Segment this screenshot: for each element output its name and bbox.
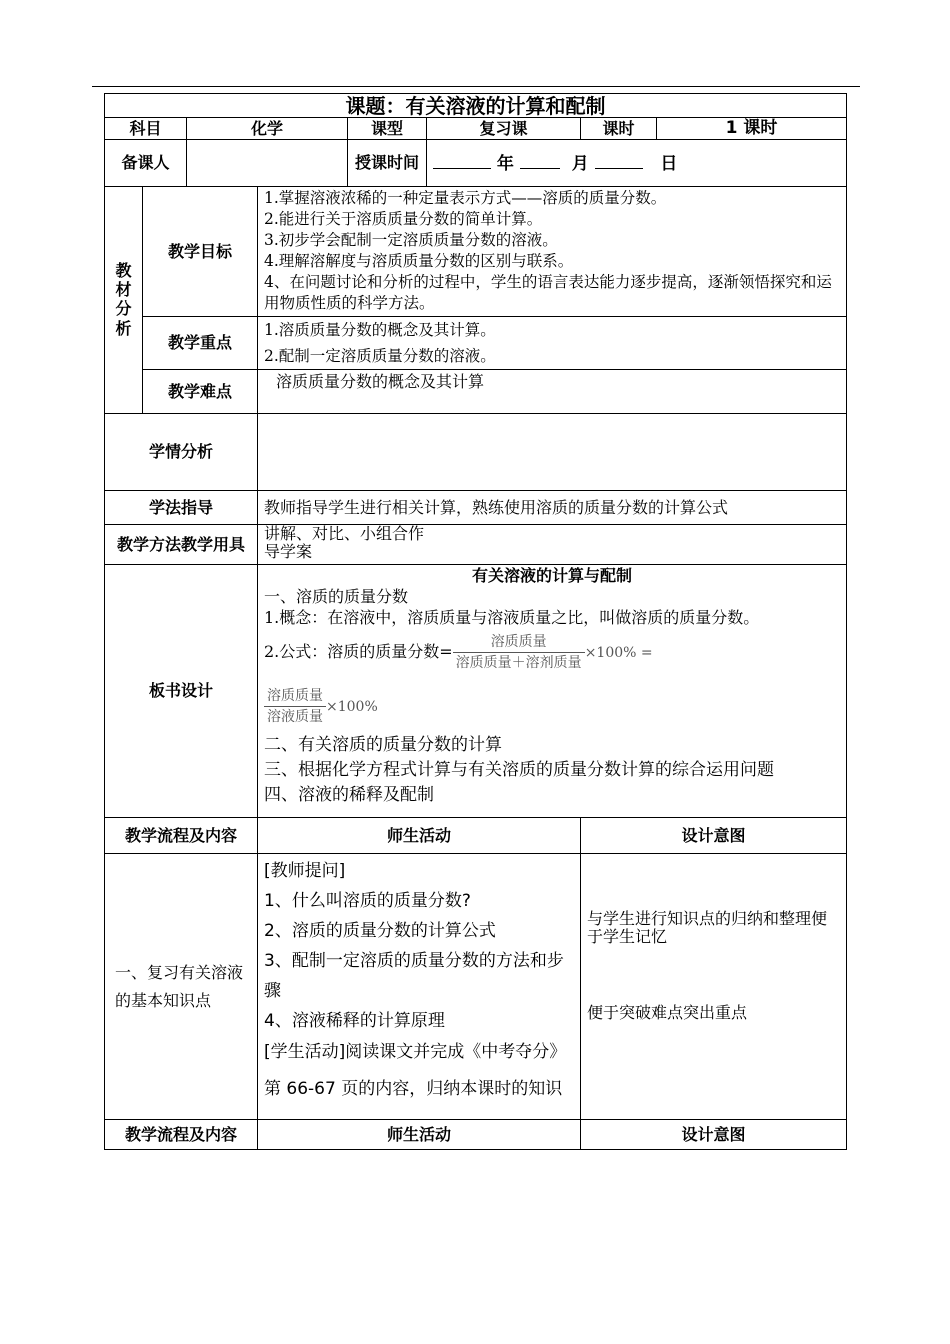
study-method-content: 教师指导学生进行相关计算，熟练使用溶质的质量分数的计算公式 bbox=[258, 491, 847, 525]
time-label: 授课时间 bbox=[348, 140, 427, 187]
key-point-item: 1.溶质质量分数的概念及其计算。 bbox=[264, 321, 496, 339]
situation-content bbox=[258, 414, 847, 491]
key-points-label: 教学重点 bbox=[143, 317, 258, 370]
intent-item: 便于突破难点突出重点 bbox=[587, 1003, 748, 1022]
hours-value: 1 课时 bbox=[657, 118, 847, 140]
key-point-item: 2.配制一定溶质质量分数的溶液。 bbox=[264, 347, 496, 365]
goal-item: 2.能进行关于溶质质量分数的简单计算。 bbox=[264, 210, 543, 228]
subject-value: 化学 bbox=[187, 118, 348, 140]
month-label: 月 bbox=[571, 153, 589, 174]
activity-item: 1、什么叫溶质的质量分数? bbox=[264, 891, 471, 911]
activity-item: 2、溶质的质量分数的计算公式 bbox=[264, 921, 496, 941]
study-method-label: 学法指导 bbox=[105, 491, 258, 525]
preparer-label: 备课人 bbox=[105, 140, 187, 187]
activity-col-header: 师生活动 bbox=[258, 1120, 581, 1150]
difficult-content: 溶质质量分数的概念及其计算 bbox=[258, 370, 847, 414]
formula-prefix: 2.公式：溶质的质量分数= bbox=[264, 642, 453, 661]
intent-col-header: 设计意图 bbox=[581, 818, 847, 854]
difficult-label: 教学难点 bbox=[143, 370, 258, 414]
board-section-3: 三、根据化学方程式计算与有关溶质的质量分数计算的综合运用问题 bbox=[264, 760, 774, 780]
formula-fraction-2: $\frac{\text{溶质质量}}{\text{溶液质量}}$ bbox=[264, 686, 326, 727]
lesson-plan-table bbox=[104, 93, 847, 1150]
intent-content bbox=[581, 854, 847, 1120]
board-formula bbox=[264, 629, 840, 676]
goal-item: 4.理解溶解度与溶质质量分数的区别与联系。 bbox=[264, 252, 574, 270]
goal-item: 3.初步学会配制一定溶质质量分数的溶液。 bbox=[264, 231, 558, 249]
goals-content bbox=[258, 187, 847, 317]
teaching-method-line: 讲解、对比、小组合作 bbox=[264, 524, 425, 543]
board-content bbox=[258, 565, 847, 818]
year-label: 年 bbox=[496, 153, 514, 174]
type-value: 复习课 bbox=[427, 118, 581, 140]
activity-col-header: 师生活动 bbox=[258, 818, 581, 854]
key-points-content bbox=[258, 317, 847, 370]
teaching-method-line: 导学案 bbox=[264, 542, 313, 561]
goal-item: 4、在问题讨论和分析的过程中，学生的语言表达能力逐步提高，逐渐领悟探究和运用物质性质的科学方法。 bbox=[264, 273, 832, 312]
header-rule bbox=[92, 86, 860, 87]
preparer-value bbox=[187, 140, 348, 187]
goals-label: 教学目标 bbox=[143, 187, 258, 317]
teaching-method-label: 教学方法教学用具 bbox=[105, 525, 258, 565]
board-section-4: 四、溶液的稀释及配制 bbox=[264, 785, 434, 805]
flow-stage-1: 一、复习有关溶液的基本知识点 bbox=[105, 854, 258, 1120]
lesson-title: 课题：有关溶液的计算和配制 bbox=[105, 94, 847, 118]
activity-content bbox=[258, 854, 581, 1120]
time-value bbox=[427, 140, 847, 187]
activity-item: [学生活动]阅读课文并完成《中考夺分》第 66-67 页的内容，归纳本课时的知识 bbox=[264, 1042, 567, 1099]
intent-item: 与学生进行知识点的归纳和整理便于学生记忆 bbox=[587, 909, 828, 946]
material-analysis-label: 教 材 分 析 bbox=[105, 187, 143, 414]
activity-item: [教师提问] bbox=[264, 861, 346, 881]
board-heading: 有关溶液的计算与配制 bbox=[471, 566, 632, 585]
flow-col-header: 教学流程及内容 bbox=[105, 818, 258, 854]
formula-fraction-1: $\frac{\text{溶质质量}}{\text{溶质质量＋溶剂质量}}$ bbox=[453, 632, 585, 673]
day-label: 日 bbox=[660, 153, 678, 174]
activity-item: 3、配制一定溶质的质量分数的方法和步骤 bbox=[264, 951, 564, 1001]
activity-item: 4、溶液稀释的计算原理 bbox=[264, 1011, 445, 1031]
situation-label: 学情分析 bbox=[105, 414, 258, 491]
formula-times-100: ×100% bbox=[326, 699, 378, 715]
formula-times-100-eq: ×100% = bbox=[584, 645, 653, 661]
board-section-1: 一、溶质的质量分数 bbox=[264, 587, 409, 606]
subject-label: 科目 bbox=[105, 118, 187, 140]
board-formula-2 bbox=[264, 680, 840, 733]
hours-label: 课时 bbox=[581, 118, 657, 140]
board-section-2: 二、有关溶质的质量分数的计算 bbox=[264, 735, 502, 755]
board-concept: 1.概念：在溶液中，溶质质量与溶液质量之比，叫做溶质的质量分数。 bbox=[264, 608, 760, 627]
board-label: 板书设计 bbox=[105, 565, 258, 818]
type-label: 课型 bbox=[348, 118, 427, 140]
teaching-method-content bbox=[258, 525, 847, 565]
goal-item: 1.掌握溶液浓稀的一种定量表示方式——溶质的质量分数。 bbox=[264, 189, 667, 207]
intent-col-header: 设计意图 bbox=[581, 1120, 847, 1150]
flow-col-header: 教学流程及内容 bbox=[105, 1120, 258, 1150]
